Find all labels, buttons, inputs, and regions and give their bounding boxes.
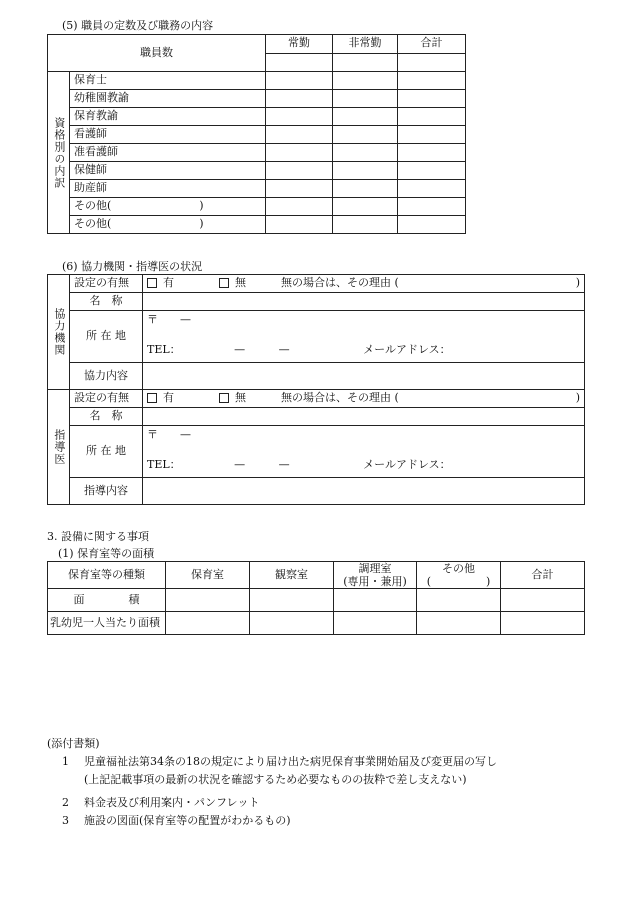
fulltime-header: 常勤 xyxy=(266,35,333,54)
cell[interactable] xyxy=(398,53,466,72)
cell[interactable] xyxy=(333,198,398,216)
cell[interactable] xyxy=(334,612,417,635)
postal-field[interactable] xyxy=(143,426,585,454)
cell[interactable] xyxy=(333,126,398,144)
cell[interactable] xyxy=(333,180,398,198)
other-label: その他 xyxy=(442,562,475,575)
row-label: 保健師 xyxy=(70,162,266,180)
name-field[interactable] xyxy=(143,293,585,311)
name-label: 名 称 xyxy=(70,408,143,426)
row-label: 保育教諭 xyxy=(70,108,266,126)
cell[interactable] xyxy=(266,126,333,144)
no-checkbox[interactable] xyxy=(219,278,229,288)
cell[interactable] xyxy=(501,589,585,612)
row-label: 看護師 xyxy=(70,126,266,144)
section6-title: (6) 協力機関・指導医の状況 xyxy=(62,260,203,273)
area-type-header: 保育室等の種類 xyxy=(48,562,166,589)
item-text: (上記記載事項の最新の状況を確認するため必要なものの抜粋で差し支えない) xyxy=(84,772,467,786)
cell[interactable] xyxy=(398,162,466,180)
item-number xyxy=(62,771,84,789)
coop-content-label: 協力内容 xyxy=(70,363,143,390)
postal-label: 〒 — xyxy=(147,313,191,326)
reason-label: 無の場合は、その理由 ( xyxy=(281,276,399,290)
item-number: 2 xyxy=(62,796,69,810)
other-header xyxy=(417,562,501,589)
cell[interactable] xyxy=(333,144,398,162)
cell[interactable] xyxy=(501,612,585,635)
row-label: その他( ) xyxy=(70,216,266,234)
cell[interactable] xyxy=(250,612,334,635)
per-child-area-label: 乳幼児一人当たり面積 xyxy=(48,612,166,635)
yes-label: 有 xyxy=(163,276,174,290)
tel-field[interactable] xyxy=(143,453,585,478)
cell[interactable] xyxy=(266,180,333,198)
address-label: 所 在 地 xyxy=(70,426,143,478)
kitchen-header xyxy=(334,562,417,589)
list-item xyxy=(62,812,602,830)
attachments-title: (添付書類) xyxy=(47,737,100,750)
cell[interactable] xyxy=(333,108,398,126)
name-label: 名 称 xyxy=(70,293,143,311)
no-label: 無 xyxy=(235,276,246,290)
tel-dash: — xyxy=(234,457,246,471)
cell[interactable] xyxy=(417,612,501,635)
postal-field[interactable] xyxy=(143,311,585,339)
section3-subtitle: (1) 保育室等の面積 xyxy=(58,547,155,560)
row-label: 助産師 xyxy=(70,180,266,198)
qualification-label: 資格別の内訳 xyxy=(48,72,70,234)
section3-title: 3. 設備に関する事項 xyxy=(47,530,149,543)
tel-dash: — xyxy=(234,342,246,356)
setting-label: 設定の有無 xyxy=(70,275,143,293)
area-row-label: 面 積 xyxy=(48,589,166,612)
section5-title: (5) 職員の定数及び職務の内容 xyxy=(62,19,214,32)
cell[interactable] xyxy=(417,589,501,612)
cell[interactable] xyxy=(398,198,466,216)
staff-count-header: 職員数 xyxy=(48,35,266,72)
cell[interactable] xyxy=(333,90,398,108)
item-text: 児童福祉法第34条の18の規定により届け出た病児保育事業開始届及び変更届の写し xyxy=(84,755,497,768)
cell[interactable] xyxy=(166,589,250,612)
cell[interactable] xyxy=(334,589,417,612)
cell[interactable] xyxy=(333,53,398,72)
row-label: その他( ) xyxy=(70,198,266,216)
other-sub-label: ( ) xyxy=(426,575,491,589)
cell[interactable] xyxy=(266,108,333,126)
guide-doctor-label: 指導医 xyxy=(48,390,70,505)
yes-label: 有 xyxy=(163,391,174,405)
cell[interactable] xyxy=(266,162,333,180)
attachments-list xyxy=(62,753,602,829)
cell[interactable] xyxy=(266,90,333,108)
name-field[interactable] xyxy=(143,408,585,426)
kitchen-sub-label: (専用・兼用) xyxy=(343,575,407,589)
postal-label: 〒 — xyxy=(147,428,191,441)
kitchen-label: 調理室 xyxy=(358,562,392,575)
guide-content-field[interactable] xyxy=(143,478,585,505)
total-header: 合計 xyxy=(398,35,466,54)
area-table xyxy=(47,561,585,635)
cell[interactable] xyxy=(266,144,333,162)
cell[interactable] xyxy=(398,216,466,234)
setting-options xyxy=(143,390,585,408)
cell[interactable] xyxy=(333,216,398,234)
tel-field[interactable] xyxy=(143,338,585,363)
cell[interactable] xyxy=(266,198,333,216)
reason-close: ) xyxy=(575,276,580,290)
reason-label: 無の場合は、その理由 ( xyxy=(281,391,399,405)
setting-options xyxy=(143,275,585,293)
row-label: 保育士 xyxy=(70,72,266,90)
coop-content-field[interactable] xyxy=(143,363,585,390)
cell[interactable] xyxy=(398,126,466,144)
cell[interactable] xyxy=(333,72,398,90)
cell[interactable] xyxy=(398,144,466,162)
staff-table xyxy=(47,34,466,234)
observation-room-header: 観察室 xyxy=(250,562,334,589)
item-text: 料金表及び利用案内・パンフレット xyxy=(84,796,260,810)
cell[interactable] xyxy=(398,108,466,126)
address-label: 所 在 地 xyxy=(70,311,143,363)
tel-label: TEL： xyxy=(147,457,181,471)
cell[interactable] xyxy=(250,589,334,612)
item-number: 3 xyxy=(62,813,69,827)
cell[interactable] xyxy=(333,162,398,180)
coop-org-label: 協力機関 xyxy=(48,275,70,390)
setting-label: 設定の有無 xyxy=(70,390,143,408)
cell[interactable] xyxy=(166,612,250,635)
item-number: 1 xyxy=(62,755,69,768)
cell[interactable] xyxy=(266,72,333,90)
mail-label: メールアドレス： xyxy=(363,342,451,356)
parttime-header: 非常勤 xyxy=(333,35,398,54)
tel-dash: — xyxy=(278,457,290,471)
cell[interactable] xyxy=(266,53,333,72)
list-item xyxy=(62,753,602,771)
area-total-header: 合計 xyxy=(501,562,585,589)
cell[interactable] xyxy=(398,72,466,90)
cell[interactable] xyxy=(398,90,466,108)
item-text: 施設の図面(保育室等の配置がわかるもの) xyxy=(84,813,291,827)
list-item xyxy=(62,794,602,812)
yes-checkbox[interactable] xyxy=(147,278,157,288)
reason-close: ) xyxy=(575,391,580,405)
cell[interactable] xyxy=(398,180,466,198)
cell[interactable] xyxy=(266,216,333,234)
row-label: 准看護師 xyxy=(70,144,266,162)
cooperation-table xyxy=(47,274,585,505)
no-label: 無 xyxy=(235,391,246,405)
mail-label: メールアドレス： xyxy=(363,457,451,471)
no-checkbox[interactable] xyxy=(219,393,229,403)
guide-content-label: 指導内容 xyxy=(70,478,143,505)
tel-label: TEL： xyxy=(147,342,181,356)
list-item xyxy=(62,771,602,789)
row-label: 幼稚園教諭 xyxy=(70,90,266,108)
tel-dash: — xyxy=(278,342,290,356)
yes-checkbox[interactable] xyxy=(147,393,157,403)
nursery-room-header: 保育室 xyxy=(166,562,250,589)
